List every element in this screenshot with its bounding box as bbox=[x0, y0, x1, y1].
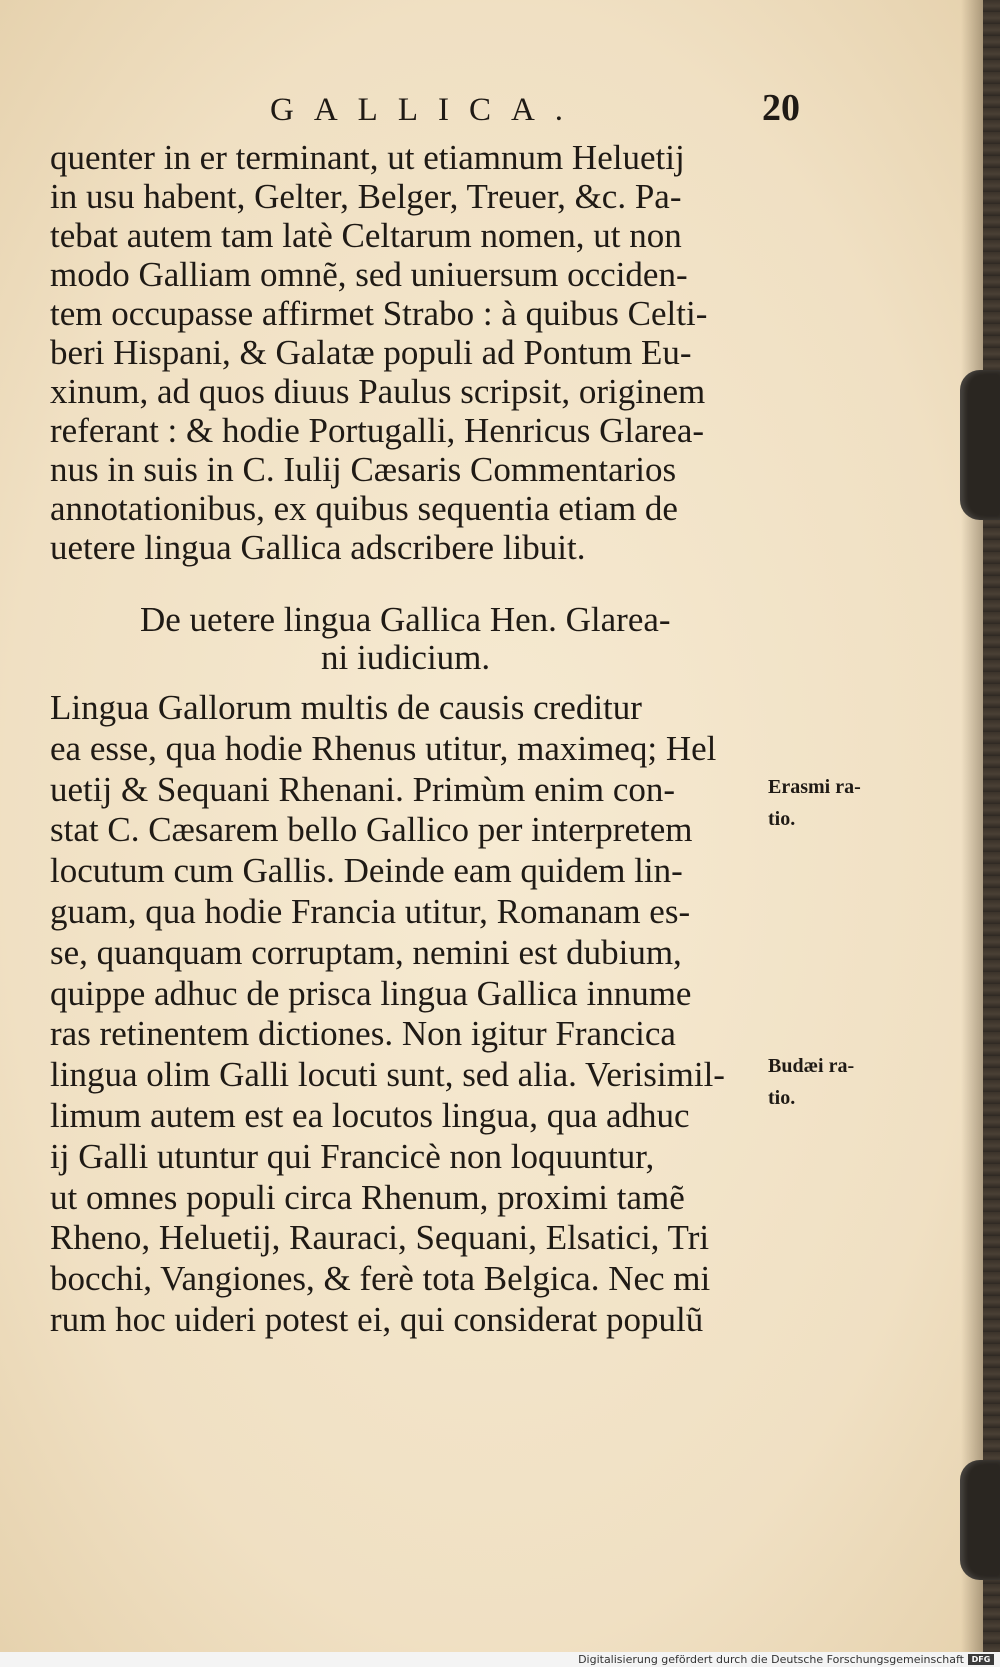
text-line: xinum, ad quos diuus Paulus scripsit, originem bbox=[50, 372, 706, 411]
text-line: modo Galliam omnẽ, sed uniuersum occiden- bbox=[50, 255, 688, 294]
marginal-note-line: Budæi ra- bbox=[768, 1055, 855, 1077]
text-line: uetij & Sequani Rhenani. Primùm enim con- bbox=[50, 769, 676, 809]
dfg-logo: DFG bbox=[968, 1654, 994, 1665]
text-line: stat C. Cæsarem bello Gallico per interpretem bbox=[50, 810, 693, 850]
text-line: tem occupasse affirmet Strabo : à quibus Celti- bbox=[50, 294, 708, 333]
binding-clasp bbox=[960, 370, 1000, 520]
text-line: lingua olim Galli locuti sunt, sed alia. Verisimil- bbox=[50, 1055, 725, 1095]
text-line: rum hoc uideri potest ei, qui considerat populũ bbox=[50, 1300, 704, 1339]
text-line: ij Galli utuntur qui Francicè non loquuntur, bbox=[50, 1136, 655, 1176]
text-line: guam, qua hodie Francia utitur, Romanam es- bbox=[50, 892, 691, 931]
text-line: Rheno, Heluetij, Rauraci, Sequani, Elsatici, Tri bbox=[50, 1218, 710, 1258]
text-line: in usu habent, Gelter, Belger, Treuer, &c. Pa- bbox=[50, 177, 682, 216]
marginal-note-line: Erasmi ra- bbox=[768, 776, 861, 798]
marginal-note-line: tio. bbox=[768, 1087, 796, 1109]
heading-line: De uetere lingua Gallica Hen. Glarea- bbox=[140, 600, 671, 639]
text-line: uetere lingua Gallica adscribere libuit. bbox=[50, 528, 586, 567]
text-line: ea esse, qua hodie Rhenus utitur, maximeq; Hel bbox=[50, 728, 717, 768]
marginal-note-line: tio. bbox=[768, 808, 796, 830]
text-line: quippe adhuc de prisca lingua Gallica innume bbox=[50, 973, 692, 1013]
binding-clasp bbox=[960, 1460, 1000, 1580]
text-line: referant : & hodie Portugalli, Henricus Glarea- bbox=[50, 411, 705, 450]
book-cover-edge bbox=[983, 0, 1000, 1652]
text-line: nus in suis in C. Iulij Cæsaris Commentarios bbox=[50, 450, 677, 489]
text-line: quenter in er terminant, ut etiamnum Heluetij bbox=[50, 138, 685, 177]
running-head: GALLICA. bbox=[270, 92, 584, 128]
text-line: beri Hispani, & Galatæ populi ad Pontum Eu- bbox=[50, 333, 692, 372]
text-line: locutum cum Gallis. Deinde eam quidem lin- bbox=[50, 851, 683, 891]
page-edge-shadow bbox=[961, 0, 983, 1652]
footer-credit: Digitalisierung gefördert durch die Deutsche Forschungsgemeinschaft bbox=[578, 1653, 964, 1666]
text-line: Lingua Gallorum multis de causis creditur bbox=[50, 688, 642, 727]
text-line: annotationibus, ex quibus sequentia etiam de bbox=[50, 489, 678, 528]
heading-line: ni iudicium. bbox=[321, 638, 491, 677]
text-line: se, quanquam corruptam, nemini est dubium, bbox=[50, 932, 682, 972]
text-line: ras retinentem dictiones. Non igitur Francica bbox=[50, 1014, 676, 1054]
digitization-footer bbox=[0, 1652, 1000, 1667]
text-line: limum autem est ea locutos lingua, qua adhuc bbox=[50, 1096, 690, 1135]
text-line: tebat autem tam latè Celtarum nomen, ut non bbox=[50, 216, 682, 255]
text-line: ut omnes populi circa Rhenum, proximi tamẽ bbox=[50, 1177, 685, 1217]
text-line: bocchi, Vangiones, & ferè tota Belgica. Nec mi bbox=[50, 1259, 711, 1299]
page-number: 20 bbox=[762, 87, 800, 129]
